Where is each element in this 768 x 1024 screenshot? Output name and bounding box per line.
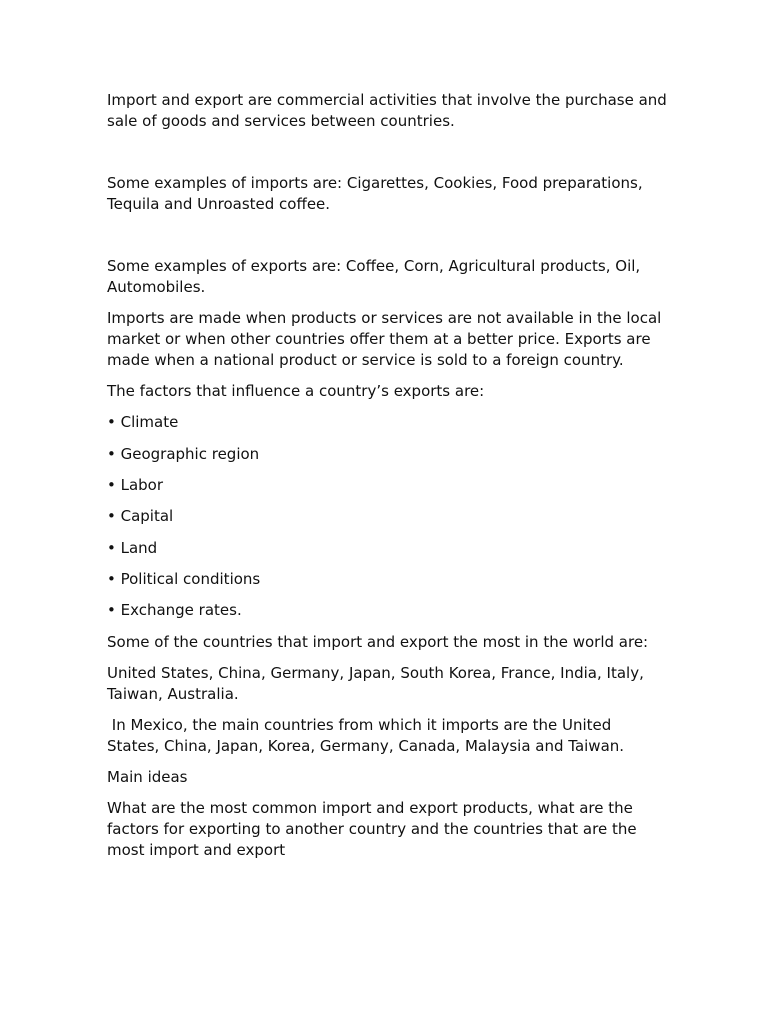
factor-item-capital: • Capital [107,507,174,526]
factors-intro-paragraph: The factors that influence a country’s exports are: [107,382,485,401]
factor-item-geographic-region: • Geographic region [107,444,260,463]
top-countries-paragraph: United States, China, Germany, Japan, South Korea, France, India, Italy, Taiwan, Australia. [107,663,644,703]
factor-item-labor: • Labor [107,476,164,495]
imports-examples-paragraph: Some examples of imports are: Cigarettes, Cookies, Food preparations, Tequila and Unroasted coffee. [107,174,643,213]
mexico-paragraph: In Mexico, the main countries from which it imports are the United States, China, Japan, Korea, Germany, Canada, Malaysia and Taiwan. [107,715,625,755]
factor-item-land: • Land [107,538,158,557]
main-ideas-paragraph: What are the most common import and export products, what are the factors for exporting to another country and the countries that are the most import and export [107,799,637,859]
definitions-paragraph: Imports are made when products or services are not available in the local market or when other countries offer them at a better price. Exports are made when a national product or service is sold to a foreign country. [107,309,662,369]
document-page [107,90,667,871]
factor-item-political-conditions: • Political conditions [107,569,261,588]
factor-item-exchange-rates: • Exchange rates. [107,601,242,620]
exports-examples-paragraph: Some examples of exports are: Coffee, Corn, Agricultural products, Oil, Automobiles. [107,257,641,296]
main-ideas-heading: Main ideas [107,768,188,787]
intro-paragraph: Import and export are commercial activities that involve the purchase and sale of goods and services between countries. [107,91,667,130]
top-countries-intro-paragraph: Some of the countries that import and export the most in the world are: [107,632,649,651]
factor-item-climate: • Climate [107,413,179,432]
